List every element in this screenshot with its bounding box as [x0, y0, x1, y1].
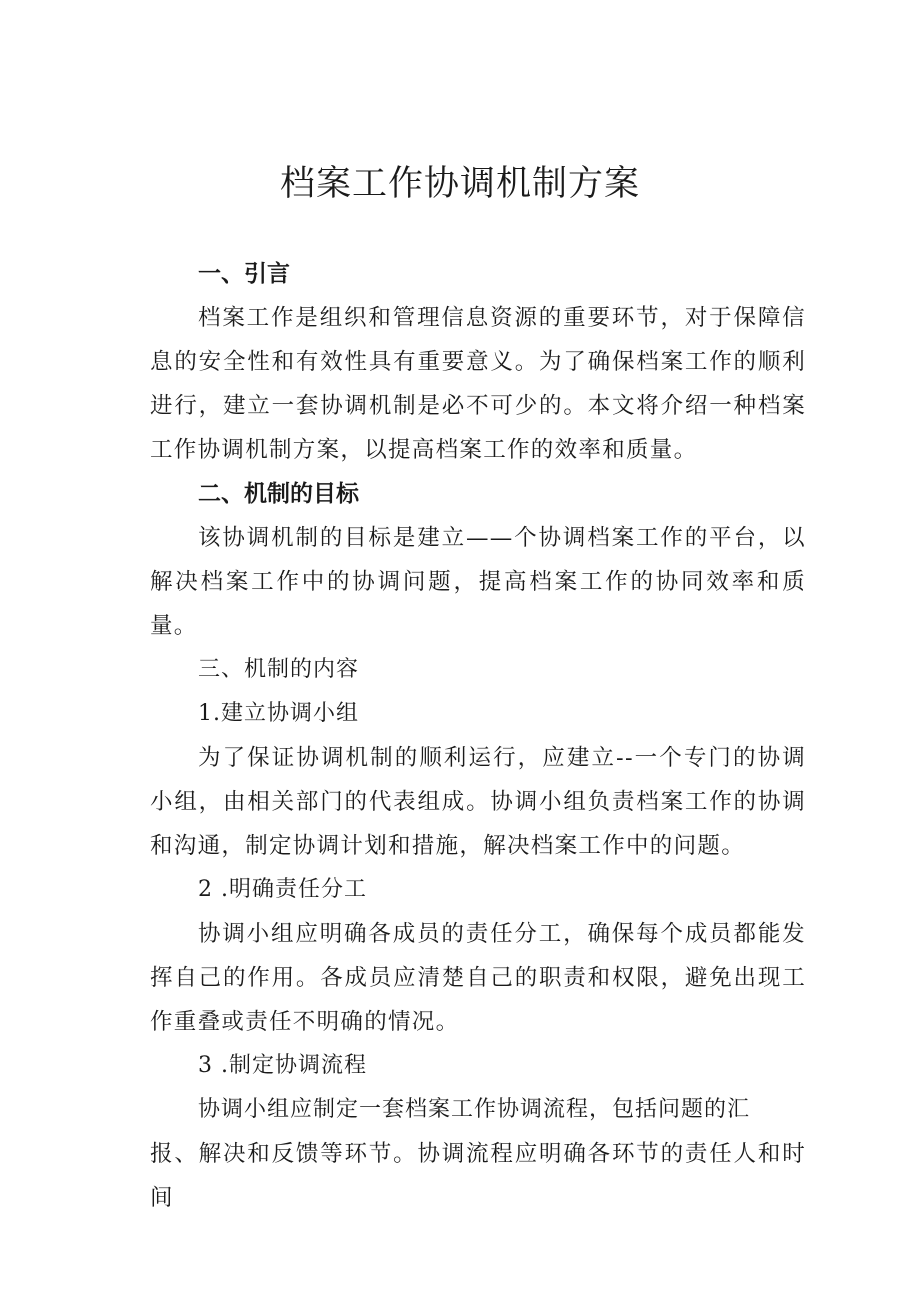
section-heading-intro: 一、引言	[198, 261, 290, 287]
section-heading-content: 三、机制的内容	[198, 657, 360, 682]
item-title-2: 2 .明确责任分工	[198, 877, 367, 902]
document-body	[150, 252, 806, 1220]
item-title-3: 3 .制定协调流程	[198, 1053, 367, 1078]
item-body-3-line-1: 协调小组应制定一套档案工作协调流程，包括问题的汇	[198, 1097, 751, 1122]
item-body-1: 为了保证协调机制的顺利运行，应建立--一个专门的协调小组，由相关部门的代表组成。协调小组负责档案工作的协调和沟通，制定协调计划和措施，解决档案工作中的问题。	[150, 745, 806, 859]
section-heading-goal: 二、机制的目标	[198, 481, 359, 507]
section-body-goal: 该协调机制的目标是建立——个协调档案工作的平台，以解决档案工作中的协调问题，提高档案工作的协同效率和质量。	[150, 525, 806, 639]
item-body-2: 协调小组应明确各成员的责任分工，确保每个成员都能发挥自己的作用。各成员应清楚自己的职责和权限，避免出现工作重叠或责任不明确的情况。	[150, 921, 806, 1035]
item-body-3-line-2: 报、解决和反馈等环节。协调流程应明确各环节的责任人和时间	[150, 1141, 806, 1211]
item-title-1: 1.建立协调小组	[198, 701, 359, 726]
document-title: 档案工作协调机制方案	[279, 164, 640, 204]
section-body-intro: 档案工作是组织和管理信息资源的重要环节，对于保障信息的安全性和有效性具有重要意义。为了确保档案工作的顺利进行，建立一套协调机制是必不可少的。本文将介绍一种档案工作协调机制方案，以提高档案工作的效率和质量。	[150, 305, 806, 463]
